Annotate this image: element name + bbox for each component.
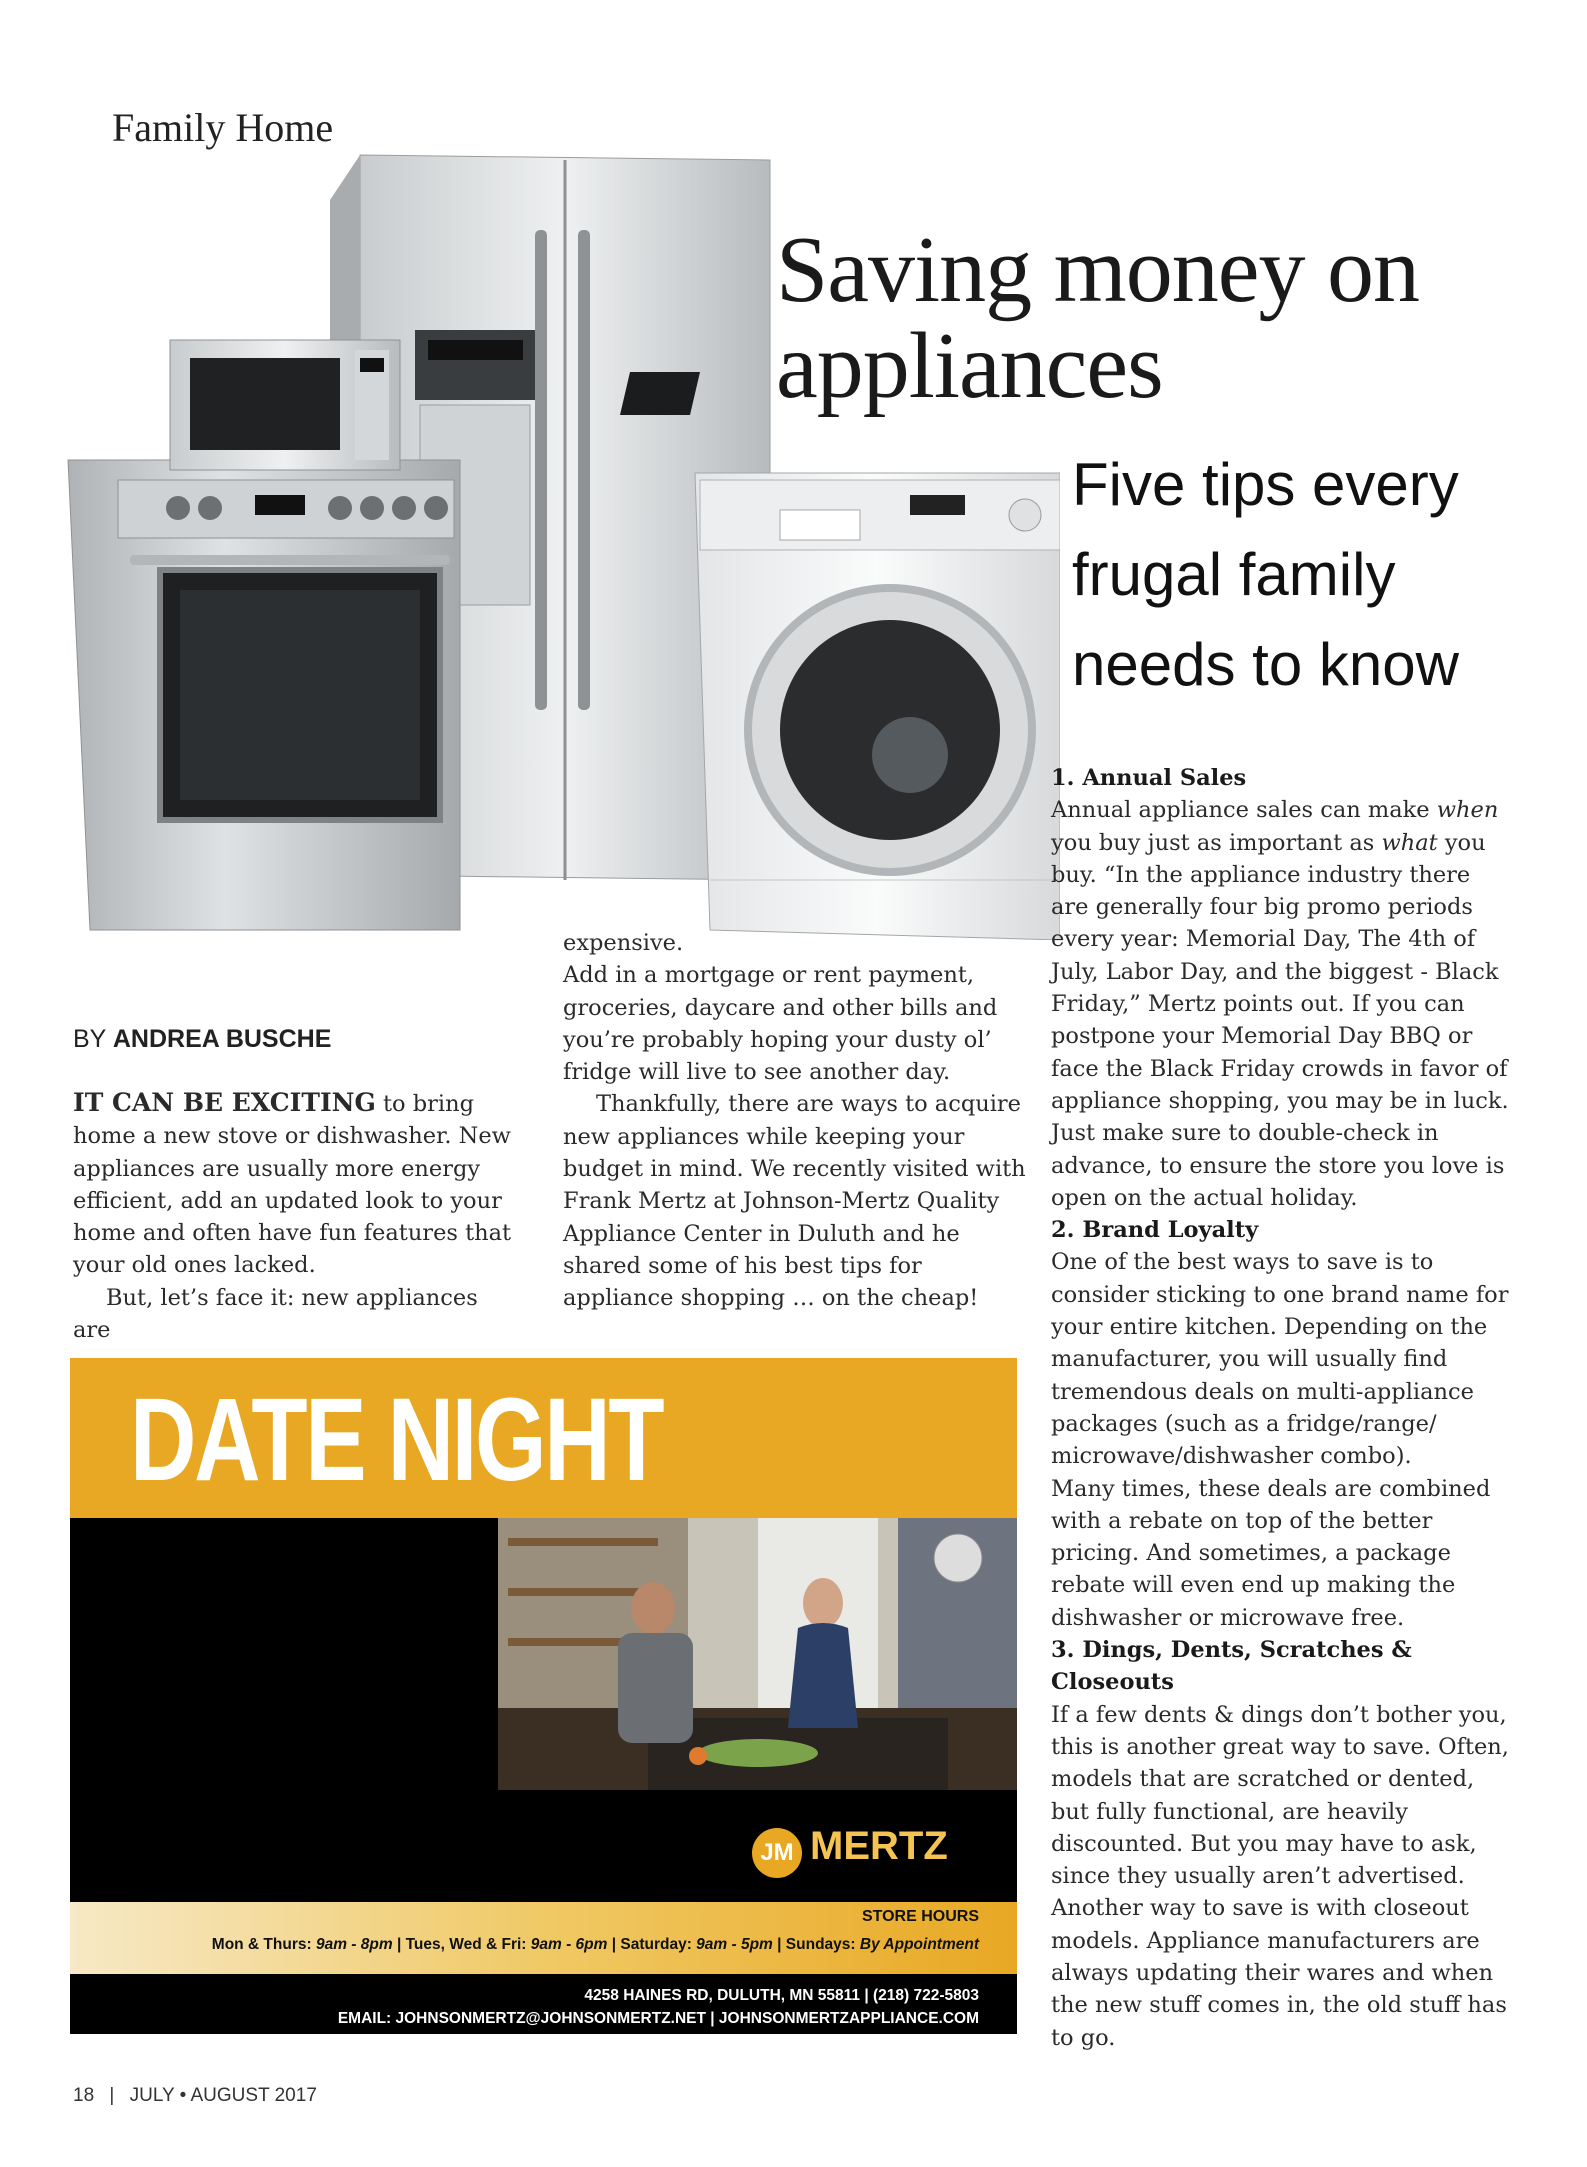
byline-prefix: BY (73, 1025, 106, 1053)
intro-paragraph (73, 1087, 513, 1282)
mertz-logo-mark: JM (752, 1828, 802, 1878)
hours-mon-thurs-label: Mon & Thurs: (211, 1936, 316, 1953)
paragraph-4: Thankfully, there are ways to acquire new appliances while keeping your budget in mind. We recently visited with Frank Mertz at Johnson-Mertz Quality Appliance Center in Duluth and he shared some of his best tips for appliance shopping … on the cheap! (563, 1091, 1026, 1312)
hours-sat-label: | Saturday: (607, 1936, 697, 1953)
paragraph-3: Add in a mortgage or rent payment, groceries, daycare and other bills and you’re probably hoping your dusty ol’ fridge will live to see another day. (563, 962, 998, 1086)
paragraph-2: But, let’s face it: new appliances are (73, 1284, 478, 1344)
subtitle-line-3: needs to know (1072, 631, 1459, 698)
article-subtitle (1072, 440, 1492, 710)
column-3 (1051, 762, 1511, 2054)
ad-headline: DATE NIGHT (130, 1374, 663, 1506)
column-2 (563, 927, 1033, 1315)
article-title (776, 218, 1496, 418)
mertz-logo (752, 1824, 982, 1882)
hours-sat: 9am - 5pm (696, 1936, 773, 1953)
tip-1-what: what (1381, 829, 1438, 856)
hours-sun-label: | Sundays: (772, 1936, 860, 1953)
paragraph-2-continued: expensive. (563, 930, 684, 956)
tip-1-text (1051, 794, 1511, 1214)
ad-contact (338, 1984, 979, 2030)
tip-1-text-b: you buy just as important as (1051, 829, 1382, 856)
column-1 (73, 1087, 513, 1346)
byline (73, 1025, 331, 1054)
issue-date: JULY • AUGUST 2017 (129, 2085, 317, 2106)
subtitle-line-2: frugal family (1072, 541, 1396, 608)
tip-1-when: when (1436, 797, 1499, 824)
hours-sun: By Appointment (859, 1936, 979, 1953)
page-number: 18 (73, 2085, 95, 2106)
section-label: Family Home (112, 105, 334, 150)
mertz-logo-text: MERTZ (810, 1824, 948, 1868)
ad-header-band (70, 1358, 1017, 1518)
title-line-1: Saving money on (776, 218, 1419, 322)
tip-3-text: If a few dents & dings don’t bother you, this is another great way to save. Often, models that are scratched or dented, but fully functional, are heavily discounted. But you may have to ask, since they usually aren’t advertised. (1051, 1701, 1509, 1890)
tip-2-text-2: Many times, these deals are combined with a rebate on top of the better pricing. And sometimes, a package rebate will even end up making the dishwasher or microwave free. (1051, 1475, 1491, 1631)
byline-author: ANDREA BUSCHE (112, 1025, 332, 1053)
title-line-2: appliances (776, 314, 1163, 418)
hours-mon-thurs: 9am - 8pm (315, 1936, 393, 1953)
tip-3-heading: 3. Dings, Dents, Scratches & Closeouts (1051, 1637, 1412, 1696)
page-footer (73, 2085, 317, 2107)
subtitle-line-1: Five tips every (1072, 451, 1459, 518)
ad-email-web: EMAIL: JOHNSONMERTZ@JOHNSONMERTZ.NET | JOHNSONMERTZAPPLIANCE.COM (337, 2010, 979, 2027)
date-night-ad (70, 1358, 1017, 2034)
hours-tue-fri-label: | Tues, Wed & Fri: (392, 1936, 531, 1953)
ad-kitchen-photo (498, 1518, 1017, 1790)
footer-separator: | (109, 2085, 115, 2106)
tip-1-text-c: you buy. “In the appliance industry there are generally four big promo periods every year: Memorial Day, The 4th of July, Labor Day, and the biggest - Black Friday,” Mertz points out. If you can postpone your Memorial Day BBQ or face the Black Friday crowds in favor of appliance shopping, you may be in luck. Just make sure to double-check in advance, to ensure the store you love is open on the actual holiday. (1051, 829, 1509, 1211)
intro-rest: to bring home a new stove or dishwasher. New appliances are usually more energy efficient, add an updated look to your home and often have fun features that your old ones lacked. (73, 1091, 512, 1279)
ad-address: 4258 HAINES RD, DULUTH, MN 55811 | (218) 722-5803 (584, 1987, 979, 2004)
tip-3-text-2: Another way to save is with closeout models. Appliance manufacturers are always updating their wares and when the new stuff comes in, the old stuff has to go. (1051, 1895, 1507, 2051)
store-hours-heading: STORE HOURS (861, 1908, 979, 1925)
tip-1-text-a: Annual appliance sales can make (1051, 797, 1437, 824)
tip-2-text: One of the best ways to save is to consider sticking to one brand name for your entire kitchen. Depending on the manufacturer, you will usually find tremendous deals on multi-appliance packages (such as a fridge/range/ microwave/dishwasher combo). (1051, 1249, 1509, 1470)
ad-hours-band (70, 1902, 1017, 1974)
tip-2-heading: 2. Brand Loyalty (1051, 1217, 1259, 1244)
intro-lead: IT CAN BE EXCITING (73, 1088, 376, 1117)
hours-tue-fri: 9am - 6pm (530, 1936, 608, 1953)
store-hours (212, 1936, 979, 1954)
tip-1-heading: 1. Annual Sales (1051, 765, 1247, 791)
